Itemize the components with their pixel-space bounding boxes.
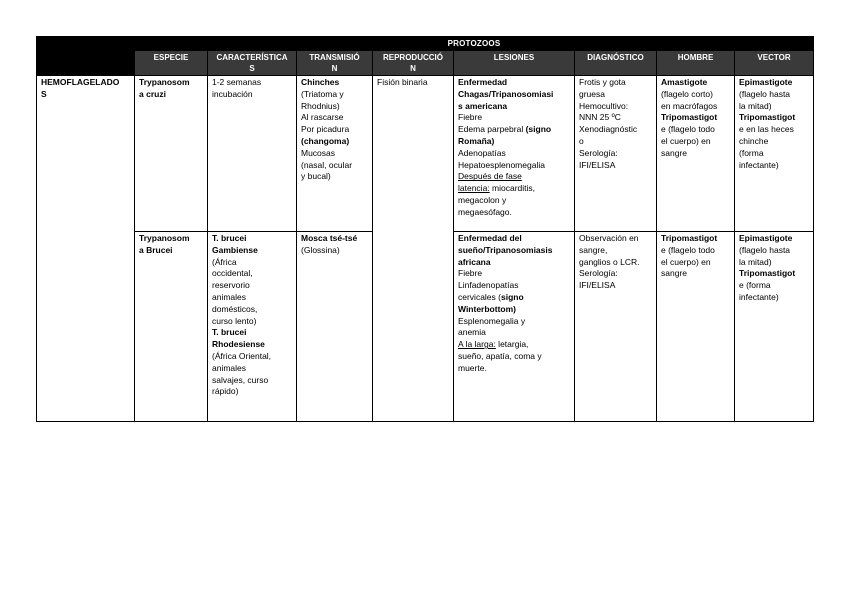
cell-text-line: megacolon y bbox=[458, 194, 507, 205]
cell-text-line: Tripomastigot bbox=[739, 112, 796, 123]
header-transmision bbox=[297, 51, 373, 76]
cell-text-line: T. brucei bbox=[212, 327, 247, 338]
header-diagnostico: DIAGNÓSTICO bbox=[575, 51, 657, 76]
title-row bbox=[37, 37, 814, 51]
cell-text-line: (África Oriental, bbox=[212, 350, 272, 361]
header-caracteristicas bbox=[208, 51, 297, 76]
cell-text-line: animales bbox=[212, 362, 247, 373]
cell-text-line: Hemocultivo: bbox=[579, 100, 629, 111]
header-vector: VECTOR bbox=[735, 51, 814, 76]
header-reproduccion-b: N bbox=[410, 64, 416, 73]
cell-text-line: Tripomastigot bbox=[661, 112, 718, 123]
header-reproduccion bbox=[373, 51, 454, 76]
cell-hombre bbox=[657, 232, 735, 422]
cell-text-line: Enfermedad del bbox=[458, 233, 522, 243]
header-especie: ESPECIE bbox=[135, 51, 208, 76]
cell-text-line: Epimastigote bbox=[739, 233, 793, 243]
cell-text-line: Chagas/Tripanosomiasi bbox=[458, 88, 554, 99]
cell-text-line: Linfadenopatías bbox=[458, 280, 519, 291]
cell-text-line: Fiebre bbox=[458, 268, 483, 279]
header-lesiones: LESIONES bbox=[454, 51, 575, 76]
cell-text-line: infectante) bbox=[739, 159, 779, 170]
cell-text-line: Epimastigote bbox=[739, 77, 793, 87]
cell-text-line: o bbox=[579, 135, 584, 146]
cell-text-line: Xenodiagnóstic bbox=[579, 124, 638, 135]
cell-text-line: T. brucei bbox=[212, 233, 247, 243]
cell-text-line: ganglios o LCR. bbox=[579, 256, 640, 267]
cell-text-line: e (forma bbox=[739, 280, 771, 291]
group-cell-hemoflagelados bbox=[37, 76, 135, 422]
cell-text-line: 1-2 semanas bbox=[212, 77, 262, 87]
cell-text-line: megaesófago. bbox=[458, 206, 512, 217]
cell-text-line: Al rascarse bbox=[301, 112, 344, 123]
cell-text-line: Observación en bbox=[579, 233, 639, 243]
cell-especie bbox=[135, 76, 208, 232]
cell-text-line: el cuerpo) en bbox=[661, 135, 711, 146]
title-blank-cell bbox=[37, 37, 135, 51]
cell-text-line: Trypanosom bbox=[139, 77, 190, 87]
cell-text-line: sueño/Tripanosomiasis bbox=[458, 244, 553, 255]
cell-text-line: Edema parpebral (signo bbox=[458, 124, 552, 135]
cell-text-line: Winterbottom) bbox=[458, 303, 516, 314]
cell-text-line: Tripomastigot bbox=[739, 268, 796, 279]
cell-text-line: salvajes, curso bbox=[212, 374, 269, 385]
table-row bbox=[37, 76, 814, 232]
cell-text-line: reservorio bbox=[212, 280, 250, 291]
cell-text-line: (Glossina) bbox=[301, 244, 340, 255]
cell-transmision bbox=[297, 76, 373, 232]
cell-text-line: Serología: bbox=[579, 147, 618, 158]
cell-text-line: Romaña) bbox=[458, 135, 495, 146]
cell-text-line: en macrófagos bbox=[661, 100, 718, 111]
cell-text-line: Mosca tsé-tsé bbox=[301, 233, 358, 243]
header-transmision-b: N bbox=[331, 64, 338, 73]
cell-especie bbox=[135, 232, 208, 422]
cell-text-line: IFI/ELISA bbox=[579, 280, 616, 291]
group-label-b: S bbox=[41, 88, 47, 99]
header-row bbox=[37, 51, 814, 76]
cell-text-line: Amastigote bbox=[661, 77, 708, 87]
cell-text-line: Trypanosom bbox=[139, 233, 190, 243]
header-transmision-a: TRANSMISIÓ bbox=[309, 53, 360, 62]
cell-text-line: sueño, apatía, coma y bbox=[458, 350, 542, 361]
cell-text-line: sangre bbox=[661, 268, 687, 279]
cell-text-line: (nasal, ocular bbox=[301, 159, 353, 170]
cell-text-line: Rhodnius) bbox=[301, 100, 340, 111]
cell-text-line: a Brucei bbox=[139, 244, 173, 255]
cell-text-line: Tripomastigot bbox=[661, 233, 718, 243]
cell-text-line: Esplenomegalia y bbox=[458, 315, 526, 326]
cell-text-line: s americana bbox=[458, 100, 508, 111]
cell-text-line: Rhodesiense bbox=[212, 339, 265, 350]
cell-text-line: (flagelo hasta bbox=[739, 88, 791, 99]
cell-text-line: la mitad) bbox=[739, 256, 772, 267]
cell-text-line: Hepatoesplenomegalia bbox=[458, 159, 545, 170]
cell-text-line: Gambiense bbox=[212, 244, 258, 255]
table-title: PROTOZOOS bbox=[135, 37, 814, 51]
cell-text-line: africana bbox=[458, 256, 491, 267]
header-reproduccion-a: REPRODUCCIÓ bbox=[382, 53, 443, 62]
cell-caracteristicas bbox=[208, 232, 297, 422]
cell-text-line: (changoma) bbox=[301, 135, 350, 146]
cell-text-line: (forma bbox=[739, 147, 764, 158]
cell-reproduccion: Fisión binaria bbox=[373, 76, 454, 422]
cell-diagnostico bbox=[575, 232, 657, 422]
cell-text-line: e (flagelo todo bbox=[661, 244, 715, 255]
cell-text-line: gruesa bbox=[579, 88, 605, 99]
cell-caracteristicas bbox=[208, 76, 297, 232]
header-caracteristicas-b: S bbox=[249, 64, 255, 73]
header-caracteristicas-a: CARACTERÍSTICA bbox=[216, 53, 288, 62]
cell-text-line: Fiebre bbox=[458, 112, 483, 123]
cell-text-line: IFI/ELISA bbox=[579, 159, 616, 170]
cell-text-line: cervicales (signo bbox=[458, 291, 524, 302]
cell-text-line: Chinches bbox=[301, 77, 340, 87]
cell-text-line: (Triatoma y bbox=[301, 88, 344, 99]
cell-text-line: incubación bbox=[212, 88, 253, 99]
cell-text-line: (África bbox=[212, 256, 237, 267]
cell-text-line: latencia: miocarditis, bbox=[458, 183, 536, 194]
cell-lesiones bbox=[454, 232, 575, 422]
cell-text-line: occidental, bbox=[212, 268, 253, 279]
cell-text-line: A la larga: letargia, bbox=[458, 339, 529, 350]
cell-text-line: (flagelo hasta bbox=[739, 244, 791, 255]
cell-transmision bbox=[297, 232, 373, 422]
cell-text-line: y bucal) bbox=[301, 171, 331, 182]
cell-text-line: (flagelo corto) bbox=[661, 88, 713, 99]
header-hombre: HOMBRE bbox=[657, 51, 735, 76]
cell-text-line: Enfermedad bbox=[458, 77, 508, 87]
cell-text-line: e en las heces bbox=[739, 124, 794, 135]
cell-text-line: infectante) bbox=[739, 291, 779, 302]
cell-diagnostico bbox=[575, 76, 657, 232]
cell-text-line: a cruzi bbox=[139, 88, 166, 99]
cell-text-line: curso lento) bbox=[212, 315, 257, 326]
protozoos-table bbox=[36, 36, 814, 422]
cell-text-line: animales bbox=[212, 291, 247, 302]
cell-text-line: anemia bbox=[458, 327, 486, 338]
cell-lesiones bbox=[454, 76, 575, 232]
cell-text-line: Mucosas bbox=[301, 147, 336, 158]
cell-text-line: NNN 25 ºC bbox=[579, 112, 621, 123]
cell-text-line: e (flagelo todo bbox=[661, 124, 715, 135]
cell-text-line: sangre bbox=[661, 147, 687, 158]
cell-text-line: Frotis y gota bbox=[579, 77, 626, 87]
cell-text-line: sangre, bbox=[579, 244, 608, 255]
cell-text-line: chinche bbox=[739, 135, 769, 146]
cell-text-line: rápido) bbox=[212, 386, 239, 397]
cell-text-line: domésticos, bbox=[212, 303, 258, 314]
cell-text-line: Serología: bbox=[579, 268, 618, 279]
group-label-a: HEMOFLAGELADO bbox=[41, 77, 120, 87]
cell-text-line: Adenopatías bbox=[458, 147, 506, 158]
cell-vector bbox=[735, 232, 814, 422]
header-blank-cell bbox=[37, 51, 135, 76]
cell-text-line: la mitad) bbox=[739, 100, 772, 111]
cell-text-line: Por picadura bbox=[301, 124, 350, 135]
cell-hombre bbox=[657, 76, 735, 232]
cell-vector bbox=[735, 76, 814, 232]
cell-text-line: el cuerpo) en bbox=[661, 256, 711, 267]
cell-text-line: Después de fase bbox=[458, 171, 522, 182]
cell-text-line: muerte. bbox=[458, 362, 487, 373]
